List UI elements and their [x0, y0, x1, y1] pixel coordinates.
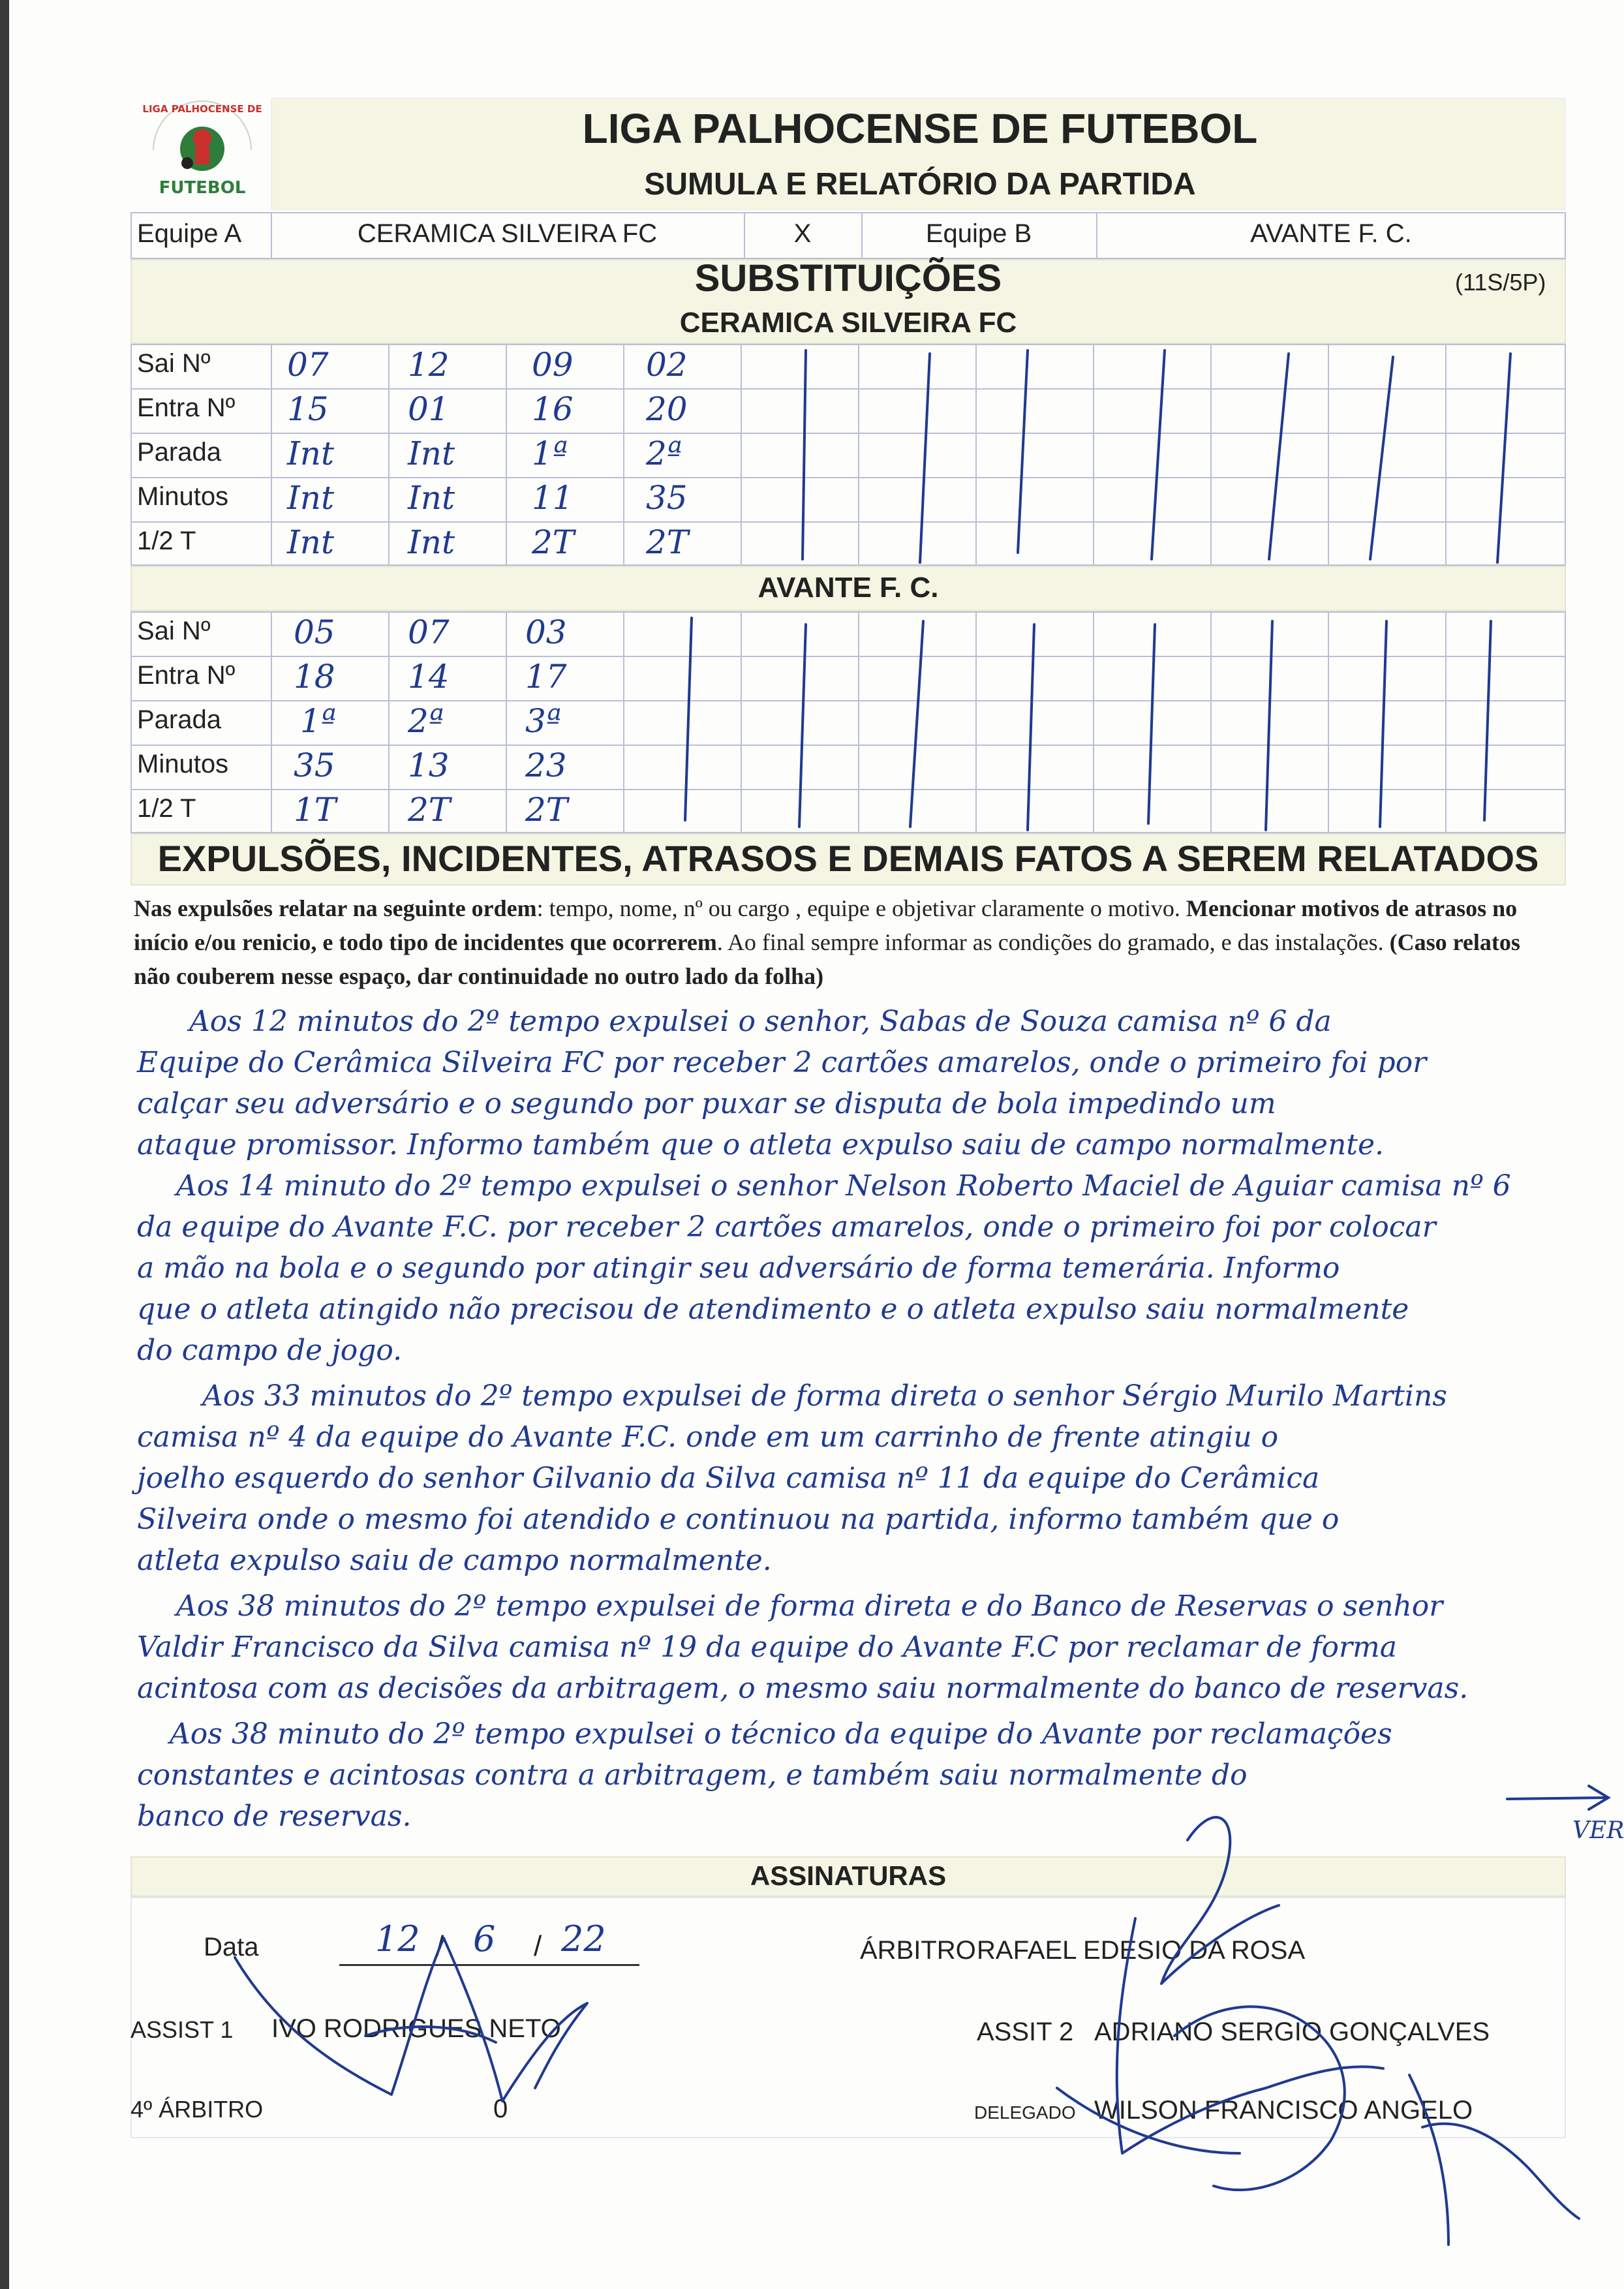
referee-label: ÁRBITRO [860, 1936, 976, 1965]
report-line: ataque promissor. Informo também que o atleta expulso saiu de campo normalmente. [137, 1128, 1385, 1161]
delegate-label: DELEGADO [974, 2102, 1076, 2123]
report-line: Aos 33 minutos do 2º tempo expulsei de forma direta o senhor Sérgio Murilo Martins [202, 1379, 1447, 1413]
instr-part-3: Mencionar motivos de atrasos no início e/ou renicio, e todo tipo de incidentes que ocorrerem [134, 895, 1518, 955]
row-label-tempo: 1/2 T [137, 527, 196, 555]
date-year: 22 [561, 1918, 606, 1959]
report-line: da equipe do Avante F.C. por receber 2 cartões amarelos, onde o primeiro foi por colocar [137, 1210, 1436, 1244]
team-b-unused-strikes [623, 611, 1566, 833]
report-line: joelho esquerdo do senhor Gilvanio da Silva camisa nº 11 da equipe do Cerâmica [137, 1462, 1320, 1495]
team-b-sub-3-tempo: 2T [525, 791, 568, 829]
instr-part-5: (Caso relatos não couberem nesse espaço, dar continuidade no outro lado da folha) [134, 929, 1520, 989]
report-line: a mão na bola e o segundo por atingir seu adversário de forma temerária. Informo [137, 1252, 1340, 1285]
team-b-sub-2-sai: 07 [408, 613, 450, 651]
instr-part-4: . Ao final sempre informar as condições do gramado, e das instalações. [716, 929, 1390, 955]
team-a-label: Equipe A [137, 219, 242, 248]
team-b-name: AVANTE F. C. [1250, 219, 1412, 248]
report-line: banco de reservas. [137, 1800, 412, 1833]
report-line: que o atleta atingido não precisou de atendimento e o atleta expulso saiu normalmente [137, 1293, 1409, 1326]
signature-scribbles [196, 1788, 1618, 2284]
versus-mark: X [793, 219, 812, 248]
team-a-sub-3-entra: 16 [532, 390, 574, 428]
referee-name: RAFAEL EDESIO DA ROSA [977, 1936, 1306, 1965]
report-line: Valdir Francisco da Silva camisa nº 19 da equipe do Avante F.C por reclamar de forma [137, 1631, 1397, 1664]
delegate-name: WILSON FRANCISCO ANGELO [1094, 2096, 1473, 2125]
scan-edge [0, 0, 9, 2289]
row-label-parada-b: Parada [137, 705, 221, 734]
team-a-sub-4-tempo: 2T [646, 523, 689, 561]
fourth-referee-value: 0 [493, 2095, 508, 2123]
date-month: 6 [473, 1918, 496, 1959]
team-a-sub-3-minutos: 11 [532, 479, 574, 517]
instr-part-1: Nas expulsões relatar na seguinte ordem [134, 895, 537, 921]
date-slash-2: / [534, 1930, 542, 1962]
team-a-unused-strikes [741, 344, 1566, 566]
team-b-sub-2-parada: 2ª [408, 702, 444, 740]
signatures-title: ASSINATURAS [750, 1860, 947, 1891]
team-a-sub-4-sai: 02 [646, 346, 688, 384]
report-line: do campo de jogo. [137, 1334, 403, 1367]
team-b-sub-3-minutos: 23 [525, 746, 567, 784]
team-a-sub-3-tempo: 2T [532, 523, 575, 561]
team-a-sub-1-minutos: Int [287, 479, 335, 517]
report-line: Aos 12 minutos do 2º tempo expulsei o senhor, Sabas de Souza camisa nº 6 da [189, 1005, 1332, 1038]
assist2-name: ADRIANO SERGIO GONÇALVES [1094, 2018, 1490, 2046]
report-line: Silveira onde o mesmo foi atendido e continuou na partida, informo também que o [137, 1503, 1340, 1536]
team-b-sub-2-tempo: 2T [408, 791, 451, 829]
report-line: Equipe do Cerâmica Silveira FC por receber 2 cartões amarelos, onde o primeiro foi por [137, 1046, 1427, 1079]
team-b-sub-2-minutos: 13 [408, 746, 450, 784]
team-a-sub-3-parada: 1ª [532, 435, 568, 472]
team-a-sub-1-entra: 15 [287, 390, 329, 428]
team-a-sub-1-tempo: Int [287, 523, 335, 561]
team-a-sub-4-minutos: 35 [646, 479, 688, 517]
team-a-sub-2-parada: Int [408, 435, 455, 472]
row-label-tempo-b: 1/2 T [137, 794, 196, 823]
team-a-sub-title: CERAMICA SILVEIRA FC [679, 307, 1017, 339]
row-label-sai-b: Sai Nº [137, 617, 211, 645]
row-label-entra-b: Entra Nº [137, 661, 236, 690]
margin-note: VER [1572, 1817, 1624, 1844]
incidents-instructions [134, 891, 1556, 993]
team-b-sub-1-minutos: 35 [294, 746, 335, 784]
team-b-sub-1-tempo: 1T [294, 791, 337, 829]
team-b-sub-2-entra: 14 [408, 658, 450, 696]
team-b-sub-title: AVANTE F. C. [758, 572, 939, 604]
substitution-rule: (11S/5P) [1455, 269, 1546, 296]
row-label-minutos-b: Minutos [137, 750, 229, 778]
team-b-sub-3-parada: 3ª [525, 702, 562, 740]
report-line: Aos 14 minuto do 2º tempo expulsei o senhor Nelson Roberto Maciel de Aguiar camisa nº 6 [176, 1169, 1511, 1203]
incidents-title: EXPULSÕES, INCIDENTES, ATRASOS E DEMAIS FATOS A SEREM RELATADOS [157, 838, 1539, 879]
team-a-sub-4-parada: 2ª [646, 435, 682, 472]
fourth-referee-label: 4º ÁRBITRO [130, 2096, 264, 2123]
report-subtitle: SUMULA E RELATÓRIO DA PARTIDA [644, 167, 1196, 202]
assist1-label: ASSIST 1 [130, 2016, 234, 2043]
team-a-sub-3-sai: 09 [532, 346, 574, 384]
logo-bottom-text: FUTEBOL [159, 178, 246, 198]
date-label: Data [204, 1933, 259, 1961]
report-line: calçar seu adversário e o segundo por puxar se disputa de bola impedindo um [137, 1087, 1276, 1120]
assist1-name: IVO RODRIGUES NETO [271, 2014, 561, 2043]
team-b-sub-3-entra: 17 [525, 658, 567, 696]
incident-report [130, 1005, 1566, 1853]
date-slash-1: / [436, 1930, 444, 1962]
team-b-sub-1-entra: 18 [294, 658, 335, 696]
report-line: atleta expulso saiu de campo normalmente. [137, 1544, 772, 1577]
team-b-sub-1-parada: 1ª [300, 702, 337, 740]
team-a-sub-1-sai: 07 [287, 346, 329, 384]
report-line: constantes e acintosas contra a arbitragem, e também saiu normalmente do [137, 1759, 1248, 1792]
instr-part-2: : tempo, nome, nº ou cargo , equipe e objetivar claramente o motivo. [536, 895, 1186, 921]
team-a-name: CERAMICA SILVEIRA FC [357, 219, 658, 248]
row-label-entra: Entra Nº [137, 393, 236, 422]
team-a-sub-1-parada: Int [287, 435, 335, 472]
report-line: acintosa com as decisões da arbitragem, o mesmo saiu normalmente do banco de reservas. [137, 1672, 1469, 1705]
date-day: 12 [375, 1918, 420, 1959]
substitutions-title: SUBSTITUIÇÕES [694, 257, 1002, 300]
report-line: camisa nº 4 da equipe do Avante F.C. onde em um carrinho de frente atingiu o [137, 1421, 1279, 1454]
team-a-sub-2-tempo: Int [408, 523, 455, 561]
team-a-sub-2-entra: 01 [408, 390, 450, 428]
assist2-label: ASSIT 2 [977, 2018, 1074, 2046]
report-line: Aos 38 minuto do 2º tempo expulsei o técnico da equipe do Avante por reclamações [170, 1717, 1392, 1751]
team-a-sub-2-minutos: Int [408, 479, 455, 517]
row-label-parada: Parada [137, 438, 221, 467]
league-title: LIGA PALHOCENSE DE FUTEBOL [582, 105, 1258, 152]
logo-top-text: LIGA PALHOCENSE DE [142, 103, 262, 115]
row-label-minutos: Minutos [137, 482, 229, 511]
team-a-sub-4-entra: 20 [646, 390, 688, 428]
team-b-sub-3-sai: 03 [525, 613, 567, 651]
team-b-sub-1-sai: 05 [294, 613, 335, 651]
team-b-label: Equipe B [925, 219, 1032, 248]
row-label-sai: Sai Nº [137, 349, 211, 378]
league-logo [140, 98, 264, 196]
team-a-sub-2-sai: 12 [408, 346, 450, 384]
report-line: Aos 38 minutos do 2º tempo expulsei de forma direta e do Banco de Reservas o senhor [176, 1590, 1443, 1623]
